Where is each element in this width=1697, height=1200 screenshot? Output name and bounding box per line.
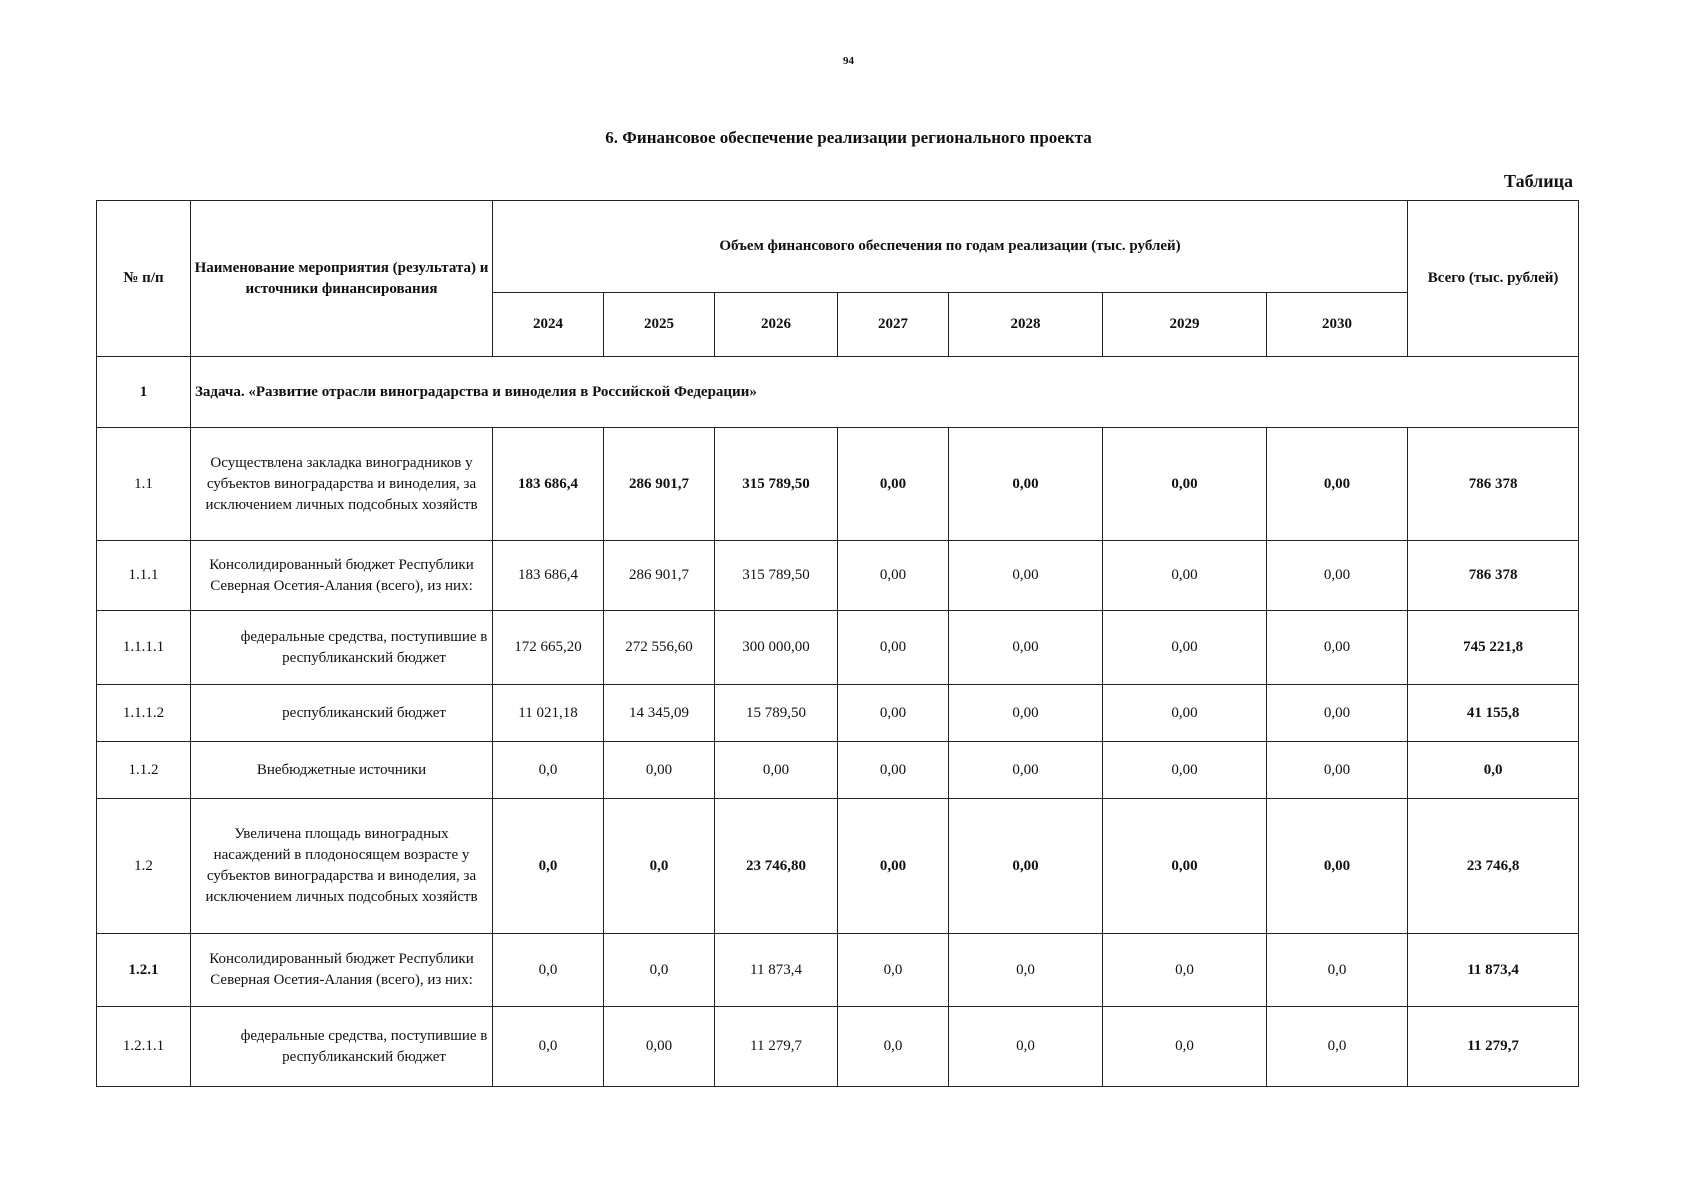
value-cell: 0,00 (1103, 685, 1267, 742)
value-cell: 0,00 (604, 742, 715, 799)
total-cell: 745 221,8 (1408, 611, 1579, 685)
value-cell: 0,00 (1103, 541, 1267, 611)
row-name: республиканский бюджет (191, 685, 493, 742)
header-year: 2028 (949, 293, 1103, 357)
value-cell: 0,00 (1267, 541, 1408, 611)
value-cell: 0,00 (1103, 428, 1267, 541)
value-cell: 15 789,50 (715, 685, 838, 742)
total-cell: 786 378 (1408, 428, 1579, 541)
value-cell: 0,0 (493, 1007, 604, 1087)
header-year: 2025 (604, 293, 715, 357)
value-cell: 300 000,00 (715, 611, 838, 685)
row-name: Консолидированный бюджет Республики Северная Осетия-Алания (всего), из них: (191, 541, 493, 611)
value-cell: 0,00 (838, 742, 949, 799)
header-name: Наименование мероприятия (результата) и источники финансирования (191, 201, 493, 357)
row-name: Увеличена площадь виноградных насаждений в плодоносящем возрасте у субъектов виноградарства и виноделия, за исключением личных подсобных хозяйств (191, 799, 493, 934)
value-cell: 0,00 (1267, 611, 1408, 685)
value-cell: 11 279,7 (715, 1007, 838, 1087)
value-cell: 11 873,4 (715, 934, 838, 1007)
task-row (97, 357, 1579, 428)
value-cell: 0,00 (949, 742, 1103, 799)
value-cell: 0,00 (838, 428, 949, 541)
task-text: Задача. «Развитие отрасли виноградарства и виноделия в Российской Федерации» (191, 357, 1579, 428)
value-cell: 315 789,50 (715, 428, 838, 541)
value-cell: 0,0 (604, 799, 715, 934)
value-cell: 0,00 (1103, 611, 1267, 685)
financing-table (96, 200, 1579, 1087)
value-cell: 0,0 (1103, 934, 1267, 1007)
header-volume: Объем финансового обеспечения по годам реализации (тыс. рублей) (493, 201, 1408, 293)
value-cell: 14 345,09 (604, 685, 715, 742)
table-row (97, 541, 1579, 611)
value-cell: 0,00 (838, 685, 949, 742)
value-cell: 0,0 (493, 742, 604, 799)
row-name: федеральные средства, поступившие в республиканский бюджет (191, 611, 493, 685)
value-cell: 0,00 (949, 685, 1103, 742)
value-cell: 0,0 (1267, 1007, 1408, 1087)
value-cell: 286 901,7 (604, 428, 715, 541)
value-cell: 0,0 (1103, 1007, 1267, 1087)
value-cell: 0,00 (838, 799, 949, 934)
value-cell: 286 901,7 (604, 541, 715, 611)
row-num: 1.1.1 (97, 541, 191, 611)
value-cell: 0,00 (1267, 428, 1408, 541)
row-num: 1.2 (97, 799, 191, 934)
header-year: 2029 (1103, 293, 1267, 357)
total-cell: 41 155,8 (1408, 685, 1579, 742)
table-row (97, 742, 1579, 799)
value-cell: 23 746,80 (715, 799, 838, 934)
value-cell: 0,00 (1267, 799, 1408, 934)
value-cell: 0,00 (1267, 685, 1408, 742)
value-cell: 315 789,50 (715, 541, 838, 611)
value-cell: 183 686,4 (493, 428, 604, 541)
value-cell: 0,00 (838, 611, 949, 685)
row-name: Внебюджетные источники (191, 742, 493, 799)
value-cell: 0,00 (1103, 799, 1267, 934)
value-cell: 0,0 (838, 934, 949, 1007)
value-cell: 0,00 (715, 742, 838, 799)
value-cell: 272 556,60 (604, 611, 715, 685)
value-cell: 0,0 (838, 1007, 949, 1087)
header-year: 2024 (493, 293, 604, 357)
total-cell: 11 873,4 (1408, 934, 1579, 1007)
value-cell: 0,0 (493, 799, 604, 934)
row-num: 1.2.1 (97, 934, 191, 1007)
value-cell: 0,0 (604, 934, 715, 1007)
value-cell: 0,00 (838, 541, 949, 611)
value-cell: 0,00 (604, 1007, 715, 1087)
row-name: федеральные средства, поступившие в республиканский бюджет (191, 1007, 493, 1087)
total-cell: 0,0 (1408, 742, 1579, 799)
row-num: 1.1.2 (97, 742, 191, 799)
page-number: 94 (843, 55, 854, 67)
header-year: 2027 (838, 293, 949, 357)
table-row (97, 934, 1579, 1007)
table-row (97, 799, 1579, 934)
row-num: 1.1.1.2 (97, 685, 191, 742)
header-year: 2030 (1267, 293, 1408, 357)
value-cell: 0,0 (1267, 934, 1408, 1007)
row-num: 1 (97, 357, 191, 428)
value-cell: 183 686,4 (493, 541, 604, 611)
value-cell: 0,00 (1267, 742, 1408, 799)
total-cell: 786 378 (1408, 541, 1579, 611)
section-title: 6. Финансовое обеспечение реализации регионального проекта (605, 128, 1092, 147)
row-name: Осуществлена закладка виноградников у субъектов виноградарства и виноделия, за исключением личных подсобных хозяйств (191, 428, 493, 541)
row-name: Консолидированный бюджет Республики Северная Осетия-Алания (всего), из них: (191, 934, 493, 1007)
value-cell: 0,00 (1103, 742, 1267, 799)
table-row (97, 611, 1579, 685)
header-total: Всего (тыс. рублей) (1408, 201, 1579, 357)
value-cell: 0,0 (949, 934, 1103, 1007)
table-row (97, 1007, 1579, 1087)
value-cell: 0,00 (949, 799, 1103, 934)
row-num: 1.2.1.1 (97, 1007, 191, 1087)
total-cell: 23 746,8 (1408, 799, 1579, 934)
table-row (97, 428, 1579, 541)
value-cell: 0,00 (949, 611, 1103, 685)
table-row (97, 685, 1579, 742)
value-cell: 0,0 (493, 934, 604, 1007)
header-year: 2026 (715, 293, 838, 357)
value-cell: 0,00 (949, 541, 1103, 611)
header-num: № п/п (97, 201, 191, 357)
table-label: Таблица (1504, 171, 1573, 191)
value-cell: 11 021,18 (493, 685, 604, 742)
row-num: 1.1 (97, 428, 191, 541)
total-cell: 11 279,7 (1408, 1007, 1579, 1087)
value-cell: 172 665,20 (493, 611, 604, 685)
value-cell: 0,00 (949, 428, 1103, 541)
value-cell: 0,0 (949, 1007, 1103, 1087)
row-num: 1.1.1.1 (97, 611, 191, 685)
